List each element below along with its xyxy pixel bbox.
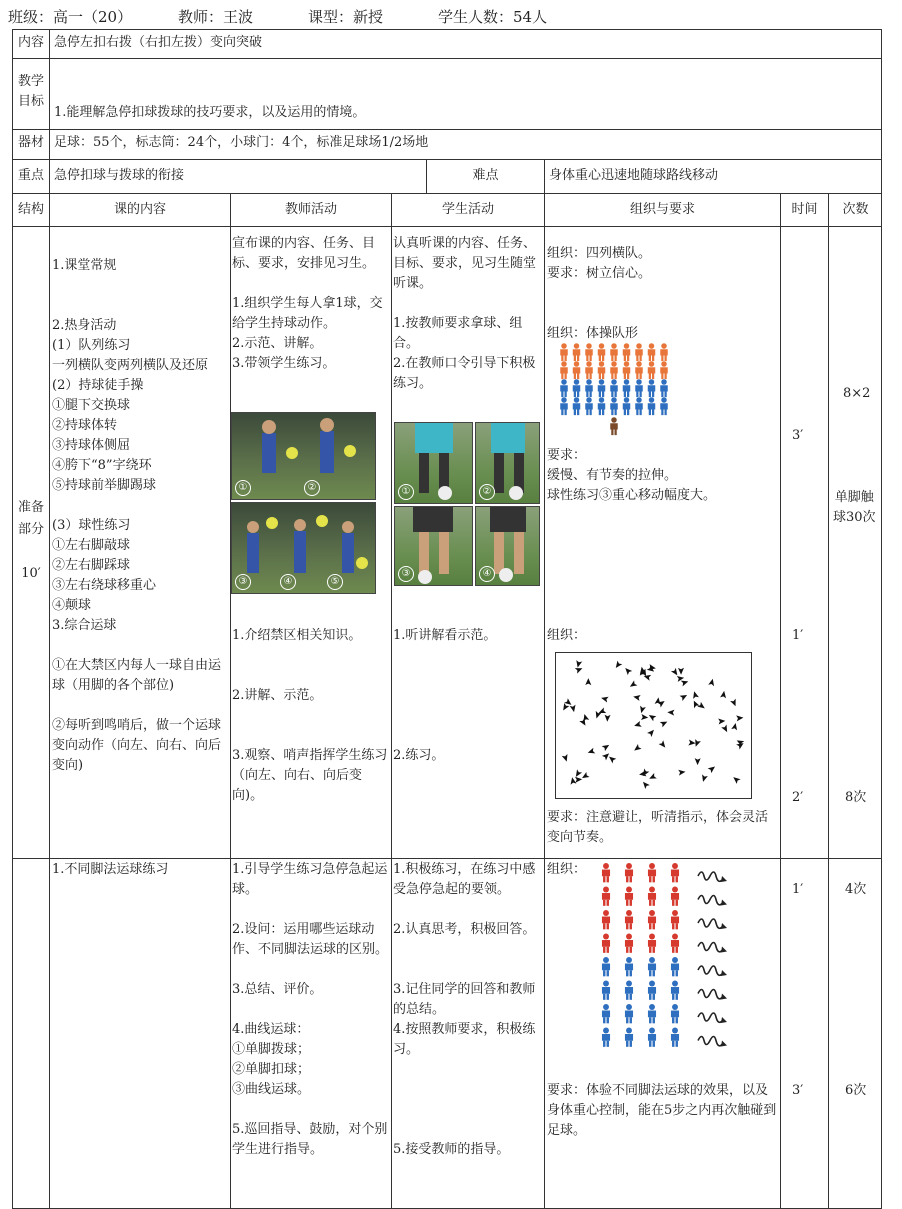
person-icon — [598, 379, 606, 397]
section1-student-a: 认真听课的内容、任务、目标、要求，见习生随堂听课。 1.按教师要求拿球、组合。 2.在教师口令引导下积极练习。 — [393, 236, 537, 391]
player-marker — [602, 751, 611, 760]
goals-value — [50, 59, 882, 130]
section2-teacher: 1.引导学生练习急停急起运球。 2.设问：运用哪些运球动作、不同脚法运球的区别。 3.总结、评价。 4.曲线运球： ①单脚拨球； ②单脚扣球； ③曲线运球。 5.巡回指导、鼓励，对个别学生进行指导。 — [232, 862, 389, 1157]
col-content: 课的内容 — [50, 194, 231, 227]
person-icon — [598, 397, 606, 415]
player-marker — [613, 661, 622, 670]
person-icon — [660, 397, 668, 415]
section1-count-cell — [829, 227, 882, 859]
photo-label: ③ — [398, 566, 414, 582]
lesson-header — [8, 6, 547, 27]
key-value: 急停扣球与拨球的衔接 — [50, 160, 427, 194]
person-icon — [585, 343, 593, 361]
dribble-arrow-icon — [698, 1037, 722, 1046]
section1-time-a: 3′ — [792, 428, 804, 443]
player-marker — [677, 675, 685, 682]
player-marker — [691, 690, 699, 698]
person-icon — [660, 379, 668, 397]
person-icon — [648, 863, 656, 882]
person-icon — [602, 910, 610, 929]
section1-org-d: 要求：注意避让，听清指示，体会灵活变向节奏。 — [547, 810, 769, 845]
player-marker — [708, 764, 717, 773]
person-icon — [623, 379, 631, 397]
photo-label: ② — [304, 480, 320, 496]
person-icon — [648, 361, 656, 379]
section2-content: 1.不同脚法运球练习 — [52, 862, 169, 877]
section1-org-b: 要求： 缓慢、有节奏的拉伸。 球性练习③重心移动幅度大。 — [547, 448, 717, 503]
person-icon — [560, 361, 568, 379]
person-icon — [671, 1028, 679, 1047]
goals-label: 教学 目标 — [13, 59, 50, 130]
col-teacher: 教师活动 — [231, 194, 392, 227]
person-icon — [560, 379, 568, 397]
player-marker — [671, 668, 680, 677]
player-marker — [736, 715, 744, 722]
person-icon — [573, 397, 581, 415]
lesson-type-label: 课型：新授 — [308, 8, 384, 26]
person-icon — [585, 397, 593, 415]
content-value: 急停左扣右拨（右扣左拨）变向突破 — [50, 30, 882, 59]
photo-label: ③ — [235, 574, 251, 590]
player-marker — [600, 695, 608, 703]
player-marker — [575, 665, 584, 673]
section1-time-cell — [781, 227, 829, 859]
person-icon — [648, 1004, 656, 1023]
player-marker — [731, 775, 740, 784]
section1-count-c: 8次 — [845, 790, 867, 805]
arrow-head-icon — [721, 947, 727, 953]
person-icon — [671, 981, 679, 1000]
person-icon — [610, 343, 618, 361]
difficulty-value: 身体重心迅速地随球路线移动 — [545, 160, 882, 194]
player-marker — [660, 719, 669, 727]
person-icon — [625, 957, 633, 976]
section2-count-b: 6次 — [845, 1083, 867, 1098]
player-marker — [587, 748, 596, 756]
dribble-drill-diagram — [598, 862, 728, 1057]
person-icon — [625, 981, 633, 1000]
person-icon — [625, 1004, 633, 1023]
player-marker — [628, 680, 637, 689]
person-icon — [585, 361, 593, 379]
person-icon — [573, 379, 581, 397]
person-icon — [660, 343, 668, 361]
person-icon — [560, 343, 568, 361]
content-label: 内容 — [13, 30, 50, 59]
dribble-arrow-icon — [698, 943, 722, 952]
player-marker — [561, 703, 570, 712]
person-icon — [648, 957, 656, 976]
player-marker — [688, 739, 696, 746]
player-marker — [697, 702, 706, 711]
person-icon — [671, 887, 679, 906]
ball-photo-1 — [394, 422, 473, 504]
section2-structure-cell — [13, 859, 50, 1209]
col-time: 时间 — [781, 194, 829, 227]
person-icon — [560, 397, 568, 415]
player-marker — [638, 706, 646, 714]
person-icon — [671, 934, 679, 953]
section1-org-c: 组织： — [547, 628, 587, 643]
person-icon — [648, 397, 656, 415]
player-marker — [641, 714, 649, 721]
dribble-arrow-icon — [698, 990, 722, 999]
player-marker — [691, 699, 699, 708]
player-marker — [570, 705, 577, 713]
person-icon — [623, 361, 631, 379]
section2-content-cell — [50, 859, 231, 1209]
class-label: 班级：高一（20） — [8, 8, 133, 26]
section2-time-b: 3′ — [792, 1083, 804, 1098]
person-icon — [625, 863, 633, 882]
person-icon — [610, 379, 618, 397]
section1-content: 1.课堂常规 2.热身活动 (1）队列练习 一列横队变两列横队及还原 (2）持球徒手操 ①腿下交换球 ②持球体转 ③持球体侧屈 ④胯下“8”字绕环 ⑤持球前举脚踢球 (3）球性练习 ①左右脚敲球 ②左右脚踩球 ③左右绕球移重心 ④颠球 3.综合运球 ①在大禁区内每人一球自由运球（用脚的各个部位) ②每听到鸣哨后，做一个运球变向动作（向左、向右、向后变向) — [52, 258, 222, 773]
person-icon — [602, 1028, 610, 1047]
player-marker — [575, 776, 582, 782]
photo-label: ① — [235, 480, 251, 496]
photo-label: ④ — [280, 574, 296, 590]
col-student: 学生活动 — [392, 194, 545, 227]
player-marker — [647, 728, 656, 737]
person-icon — [635, 361, 643, 379]
player-marker — [633, 721, 641, 729]
person-icon — [623, 343, 631, 361]
section2-org-b: 要求：体验不同脚法运球的效果，以及身体重心控制，能在5步之内再次触碰到足球。 — [547, 1083, 777, 1138]
player-marker — [681, 678, 690, 686]
equipment-label: 器材 — [13, 130, 50, 160]
person-icon — [623, 397, 631, 415]
player-marker — [731, 722, 738, 730]
player-marker — [607, 754, 616, 763]
person-icon — [610, 397, 618, 415]
section1-time-c: 2′ — [792, 790, 804, 805]
person-icon — [602, 957, 610, 976]
person-icon — [625, 887, 633, 906]
player-silhouettes — [232, 503, 376, 594]
player-marker — [575, 660, 582, 668]
equipment-value: 足球：55个，标志筒：24个，小球门：4个，标准足球场1/2场地 — [50, 130, 882, 160]
person-icon — [602, 863, 610, 882]
person-icon — [635, 397, 643, 415]
arrow-head-icon — [721, 1041, 727, 1047]
player-marker — [573, 769, 582, 778]
arrow-head-icon — [721, 876, 727, 882]
field-diagram — [555, 652, 752, 799]
person-icon — [573, 343, 581, 361]
player-marker — [633, 694, 641, 701]
person-icon — [625, 1028, 633, 1047]
dribble-arrow-icon — [698, 919, 722, 928]
player-marker — [632, 744, 641, 753]
player-marker — [718, 718, 725, 725]
player-marker — [659, 740, 668, 749]
arrow-head-icon — [721, 900, 727, 906]
formation-diagram — [558, 342, 678, 442]
player-marker — [708, 678, 715, 686]
player-marker — [647, 713, 656, 722]
person-icon — [610, 361, 618, 379]
player-marker — [680, 692, 689, 701]
player-marker — [720, 690, 727, 698]
warmup-photo-bottom — [231, 502, 376, 594]
person-icon — [602, 981, 610, 1000]
section1-org-a: 组织：四列横队。 要求：树立信心。 组织：体操队形 — [547, 246, 652, 341]
arrow-head-icon — [721, 970, 727, 976]
section1-student-b: 1.听讲解看示范。 2.练习。 — [393, 628, 497, 763]
person-icon — [602, 1004, 610, 1023]
dribble-arrow-icon — [698, 1013, 722, 1022]
scattered-players — [556, 653, 751, 798]
person-icon — [660, 361, 668, 379]
person-icon — [648, 887, 656, 906]
person-icon — [671, 1004, 679, 1023]
person-icon — [585, 379, 593, 397]
section1-teacher-a: 宣布课的内容、任务、目标、要求，安排见习生。 1.组织学生每人拿1球，交给学生持球动作。 2.示范、讲解。 3.带领学生练习。 — [232, 236, 383, 371]
photo-label: ② — [479, 484, 495, 500]
ball-photo-4 — [475, 506, 540, 586]
player-marker — [562, 754, 570, 762]
person-icon — [648, 379, 656, 397]
person-icon — [648, 343, 656, 361]
dribble-arrow-icon — [698, 872, 722, 881]
teacher-label: 教师：王波 — [178, 8, 254, 26]
person-icon — [602, 934, 610, 953]
person-icon — [671, 863, 679, 882]
section2-org-a: 组织： — [547, 862, 587, 877]
person-icon — [625, 910, 633, 929]
player-marker — [695, 758, 701, 765]
person-icon — [648, 910, 656, 929]
person-icon — [610, 417, 618, 435]
section1-teacher-b: 1.介绍禁区相关知识。 2.讲解、示范。 3.观察、哨声指挥学生练习（向左、向右、向后变向)。 — [232, 628, 388, 803]
player-marker — [585, 678, 591, 685]
photo-label: ⑤ — [327, 574, 343, 590]
player-marker — [667, 709, 674, 715]
player-marker — [700, 774, 708, 782]
ball-photo-3 — [394, 506, 473, 586]
dribble-arrow-icon — [698, 966, 722, 975]
person-icon — [598, 343, 606, 361]
person-icon — [648, 981, 656, 1000]
player-marker — [582, 713, 590, 721]
person-icon — [598, 361, 606, 379]
difficulty-label: 难点 — [427, 160, 545, 194]
section2-count-cell — [829, 859, 882, 1209]
person-icon — [635, 343, 643, 361]
player-marker — [604, 715, 610, 722]
person-icon — [573, 361, 581, 379]
students-label: 学生人数：54人 — [438, 8, 548, 26]
person-icon — [625, 934, 633, 953]
section2-student: 1.积极练习，在练习中感受急停急起的要领。 2.认真思考，积极回答。 3.记住同学的回答和教师的总结。 4.按照教师要求，积极练习。 5.接受教师的指导。 — [393, 862, 536, 1157]
key-label: 重点 — [13, 160, 50, 194]
dribble-arrow-icon — [698, 896, 722, 905]
col-structure: 结构 — [13, 194, 50, 227]
col-count: 次数 — [829, 194, 882, 227]
player-marker — [602, 742, 611, 751]
person-icon — [671, 957, 679, 976]
arrow-head-icon — [721, 994, 727, 1000]
goal-1: 1.能理解急停扣球拨球的技巧要求，以及运用的情境。 — [54, 105, 366, 120]
arrow-head-icon — [721, 923, 727, 929]
player-marker — [623, 666, 632, 675]
section1-count-b: 单脚触 球30次 — [833, 490, 876, 525]
player-marker — [641, 780, 650, 789]
ball-photo-2 — [475, 422, 540, 504]
section1-count-a: 8×2 — [843, 386, 871, 401]
player-marker — [678, 668, 684, 675]
section2-time-a: 1′ — [792, 882, 804, 897]
photo-label: ① — [398, 484, 414, 500]
player-marker — [569, 777, 576, 785]
section1-structure: 准备 部分 10′ — [13, 227, 50, 859]
section1-time-b: 1′ — [792, 628, 804, 643]
player-marker — [721, 725, 730, 734]
person-icon — [648, 1028, 656, 1047]
player-marker — [730, 699, 738, 708]
person-icon — [602, 887, 610, 906]
person-icon — [671, 910, 679, 929]
person-icon — [635, 379, 643, 397]
player-marker — [648, 773, 657, 781]
arrow-head-icon — [721, 1017, 727, 1023]
photo-label: ④ — [479, 566, 495, 582]
player-marker — [678, 769, 686, 776]
person-icon — [648, 934, 656, 953]
section2-time-cell — [781, 859, 829, 1209]
col-organization: 组织与要求 — [545, 194, 781, 227]
warmup-photo-top — [231, 412, 376, 500]
section2-count-a: 4次 — [845, 882, 867, 897]
